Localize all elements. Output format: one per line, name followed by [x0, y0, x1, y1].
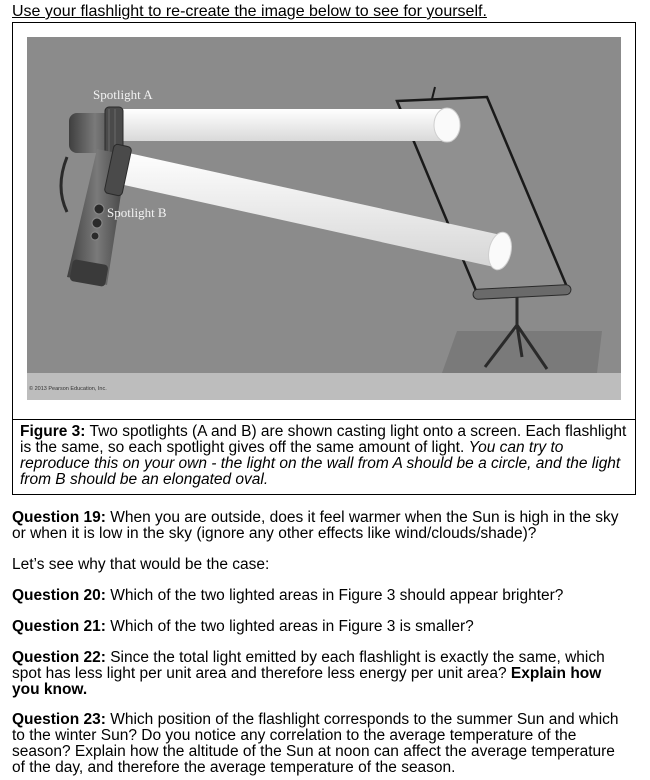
question-20: [12, 588, 626, 604]
spotlight-a-label: Spotlight A: [93, 87, 153, 102]
question-21-label: Question 21:: [12, 618, 106, 635]
question-22-label: Question 22:: [12, 649, 106, 666]
spotlight-svg: [27, 37, 621, 400]
question-19-label: Question 19:: [12, 509, 106, 526]
question-23-label: Question 23:: [12, 711, 106, 728]
question-19: [12, 510, 626, 542]
figure-divider: [13, 419, 635, 420]
beam-a: [115, 108, 460, 142]
figure-3: [12, 22, 636, 495]
copyright-notice: © 2013 Pearson Education, Inc.: [29, 386, 107, 392]
question-21: [12, 619, 626, 635]
image-margin: [27, 373, 621, 400]
spotlight-b-label: Spotlight B: [107, 205, 167, 220]
question-22-bold-tail: Explain how you know.: [12, 665, 602, 698]
question-23-text: Which position of the flashlight corresponds to the summer Sun and which to the winter Sun? Do you notice any correlation to the average temperature of the season? Explain how the altitude of the Sun at noon can affect the average temperature of the day, and therefore the average temperature of the season.: [12, 711, 619, 776]
question-22: [12, 650, 626, 698]
question-22-text: Since the total light emitted by each flashlight is exactly the same, which spot has less light per unit area and therefore less energy per unit area?: [12, 649, 605, 682]
question-23: [12, 712, 626, 776]
caption-text: Two spotlights (A and B) are shown casting light onto a screen. Each flashlight is the same, so each spotlight gives off the same amount of light.: [20, 423, 627, 456]
question-20-label: Question 20:: [12, 587, 106, 604]
question-21-text: Which of the two lighted areas in Figure 3 is smaller?: [105, 618, 474, 635]
question-19-text: When you are outside, does it feel warmer when the Sun is high in the sky or when it is low in the sky (ignore any other effects like wind/clouds/shade)?: [12, 509, 619, 542]
question-20-text: Which of the two lighted areas in Figure 3 should appear brighter?: [105, 587, 564, 604]
spotlight-illustration: [27, 37, 621, 400]
lead-in: Let’s see why that would be the case:: [12, 556, 270, 573]
caption-label: Figure 3:: [20, 423, 86, 440]
intro-text: Use your flashlight to re-create the image below to see for yourself.: [12, 3, 487, 20]
figure-caption: [20, 424, 628, 488]
caption-italic: You can try to reproduce this on your own - the light on the wall from A should be a circle, and the light from B should be an elongated oval.: [20, 439, 621, 488]
